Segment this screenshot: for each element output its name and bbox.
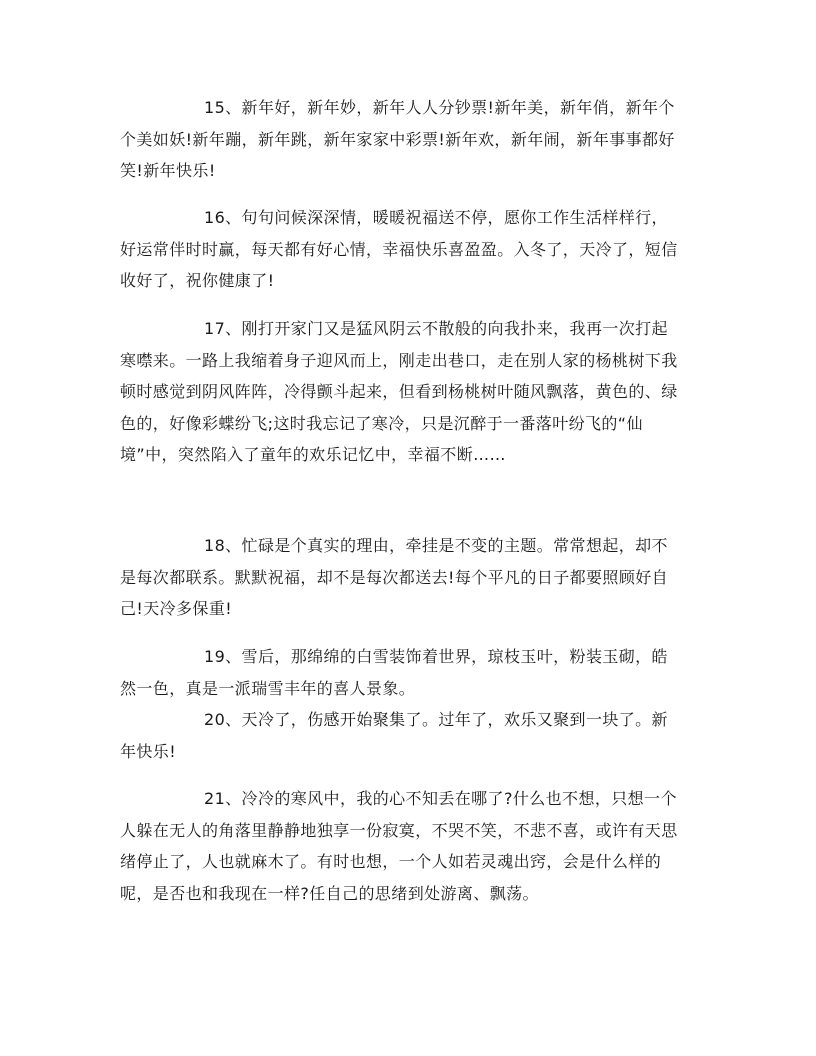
paragraph-20: 20、天冷了，伤感开始聚集了。过年了，欢乐又聚到一块了。新年快乐!	[120, 710, 668, 761]
paragraph-15: 15、新年好，新年妙，新年人人分钞票!新年美，新年俏，新年个个美如妖!新年蹦，新年跳，新年家家中彩票!新年欢，新年闹，新年事事都好笑!新年快乐!	[120, 98, 675, 181]
paragraph-21: 21、冷冷的寒风中，我的心不知丢在哪了?什么也不想，只想一个人躲在无人的角落里静静地独享一份寂寞，不哭不笑，不悲不喜，或许有天思绪停止了，人也就麻木了。有时也想，一个人如若灵魂出窍，会是什么样的呢，是否也和我现在一样?任自己的思绪到处游离、飘荡。	[120, 789, 678, 903]
paragraph-16: 16、句句问候深深情，暖暖祝福送不停，愿你工作生活样样行，好运常伴时时赢，每天都有好心情，幸福快乐喜盈盈。入冬了，天冷了，短信收好了，祝你健康了!	[120, 208, 678, 291]
paragraph-19: 19、雪后，那绵绵的白雪装饰着世界，琼枝玉叶，粉装玉砌，皓然一色，真是一派瑞雪丰年的喜人景象。	[120, 647, 668, 698]
paragraph-18: 18、忙碌是个真实的理由，牵挂是不变的主题。常常想起，却不是每次都联系。默默祝福，却不是每次都送去!每个平凡的日子都要照顾好自己!天冷多保重!	[120, 536, 669, 619]
paragraph-17: 17、刚打开家门又是猛风阴云不散般的向我扑来，我再一次打起寒噤来。一路上我缩着身子迎风而上，刚走出巷口，走在别人家的杨桃树下我顿时感觉到阴风阵阵，冷得颤斗起来，但看到杨桃树叶随风飘落，黄色的、绿色的，好像彩蝶纷飞;这时我忘记了寒冷，只是沉醉于一番落叶纷飞的“仙境”中，突然陷入了童年的欢乐记忆中，幸福不断……	[120, 319, 678, 465]
